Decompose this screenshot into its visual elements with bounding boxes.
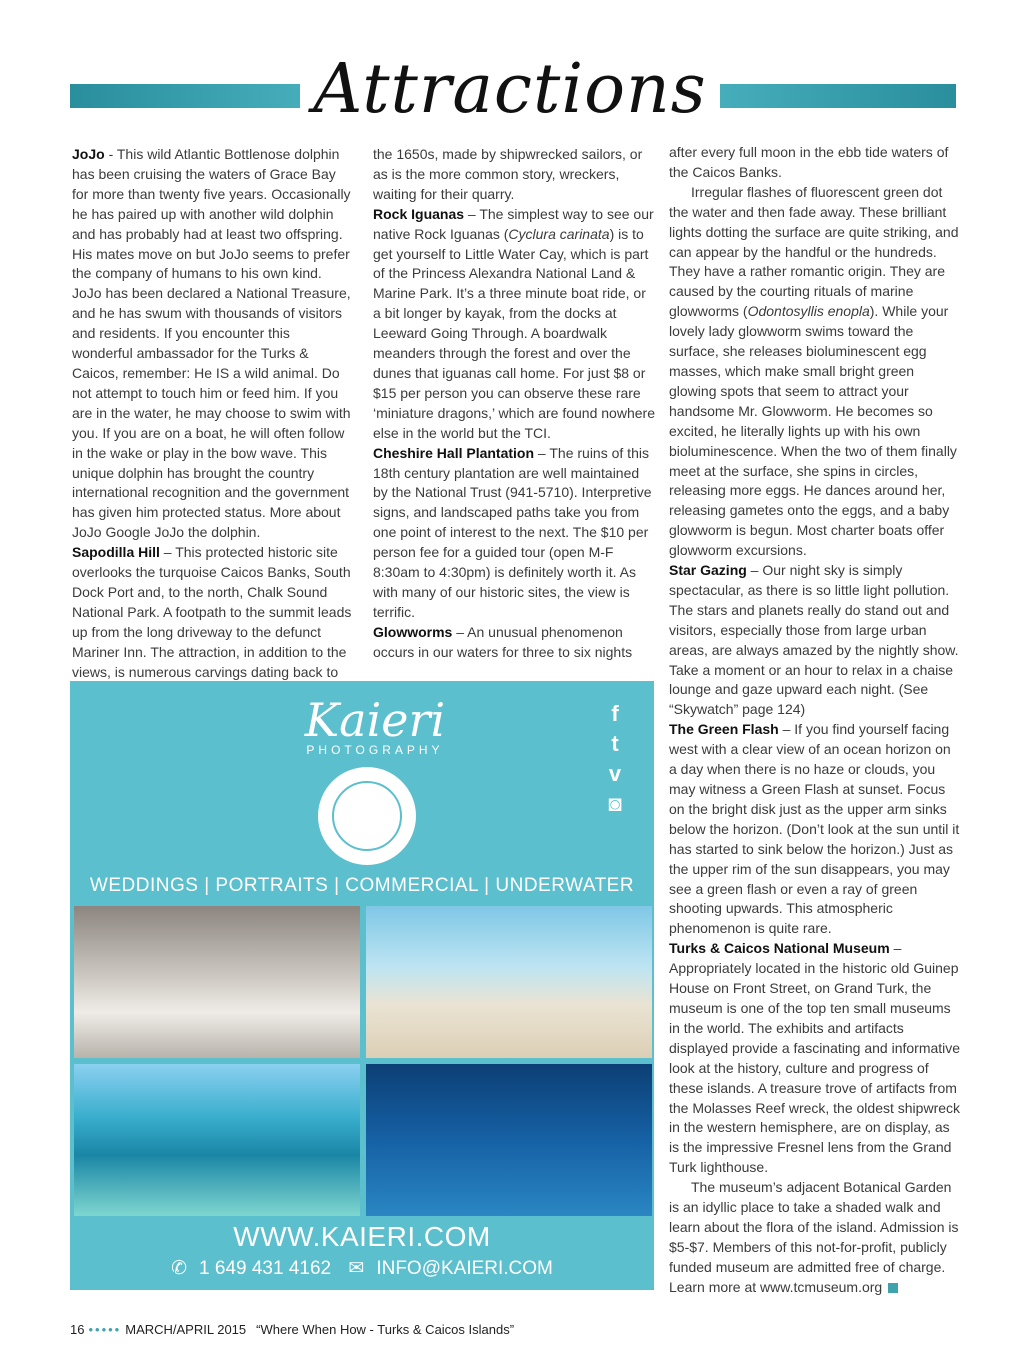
instagram-icon[interactable]: ◙	[608, 791, 622, 816]
paragraph-sapodilla	[72, 543, 354, 682]
text-iguanas-b: ) is to get yourself to Little Water Cay, which is part of the Princess Alexandra National Land & Marine Park. It’s a three minute boat ride, or a bit longer by kayak, from the docks at Leeward Going Through. A boardwalk meanders through the forest and over the dunes that iguanas call home. For just $8 or $15 per person you can observe these rare ‘miniature dragons,’ which are found nowhere else in the world but the TCI.	[373, 225, 655, 441]
photo-humpback-whale	[366, 1064, 652, 1216]
paragraph-green-flash	[669, 720, 961, 939]
photo-bride-underwater	[74, 906, 360, 1058]
heading-glowworms: Glowworms	[373, 623, 453, 640]
paragraph-iguanas	[373, 205, 655, 444]
vimeo-icon[interactable]: v	[608, 761, 622, 786]
text-glow-a: Irregular flashes of fluorescent green dot the water and then fade away. These brilliant lights dotting the surface are quite striking, and can appear by the handful or the hundreds. They have a rather romantic origin. They are caused by the courting rituals of marine glowworms (	[669, 183, 959, 320]
page-footer	[70, 1322, 514, 1337]
heading-museum: Turks & Caicos National Museum	[669, 940, 890, 957]
envelope-icon: ✉	[348, 1258, 365, 1279]
end-mark-icon	[888, 1283, 898, 1293]
column-2	[373, 145, 655, 663]
kaieri-advertisement[interactable]	[70, 681, 654, 1290]
text-star-gazing: – Our night sky is simply spectacular, as there is so little light pollution. The stars and planets really do stand out and visitors, especially those from large urban areas, are always amazed by the nightly show. Take a moment or an hour to relax in a chaise lounge and gaze upward each night. (See “Skywatch” page 124)	[669, 562, 959, 718]
ad-contact	[70, 1257, 654, 1280]
paragraph-glowworms-2	[669, 183, 961, 561]
emblem-ring	[332, 781, 402, 851]
phone-icon: ✆	[171, 1258, 188, 1279]
page-title: Attractions	[300, 40, 720, 140]
paragraph-jojo	[72, 145, 354, 543]
heading-star-gazing: Star Gazing	[669, 562, 747, 579]
paragraph-sapodilla-cont: the 1650s, made by shipwrecked sailors, or as is the more common story, wreckers, waiting for their quarry.	[373, 146, 643, 202]
text-sapodilla: – This protected historic site overlooks the turquoise Caicos Banks, South Dock Port and, to the north, Chalk Sound National Park. A footpath to the summit leads up from the long driveway to the defunct Mariner Inn. The attraction, in addition to the views, is numerous carvings dating back to	[72, 544, 352, 680]
ad-brand: Kaieri	[304, 693, 446, 747]
column-3	[669, 143, 961, 1298]
ad-brand-sub: PHOTOGRAPHY	[306, 743, 444, 757]
photo-family-beach	[366, 906, 652, 1058]
paragraph-museum-2	[669, 1178, 961, 1297]
photo-snorkeler-reef	[74, 1064, 360, 1216]
heading-cheshire: Cheshire Hall Plantation	[373, 444, 535, 461]
paragraph-star-gazing	[669, 561, 961, 720]
ad-website-link[interactable]: WWW.KAIERI.COM	[233, 1221, 491, 1252]
heading-jojo: JoJo	[72, 146, 105, 162]
species-glowworm: Odontosyllis enopla	[747, 303, 870, 320]
text-glowworms: – An unusual phenomenon occurs in our waters for three to six nights	[373, 623, 633, 660]
social-icons	[600, 699, 630, 819]
ad-services: WEDDINGS | PORTRAITS | COMMERCIAL | UNDERWATER	[89, 875, 635, 896]
footer-issue: MARCH/APRIL 2015	[125, 1322, 247, 1337]
ad-phone[interactable]: 1 649 431 4162	[199, 1258, 332, 1279]
heading-green-flash: The Green Flash	[669, 721, 779, 738]
species-iguana: Cyclura carinata	[508, 225, 610, 242]
paragraph-cheshire	[373, 444, 655, 623]
ad-email[interactable]: INFO@KAIERI.COM	[376, 1258, 553, 1279]
paragraph-museum	[669, 939, 961, 1178]
text-museum: – Appropriately located in the historic old Guinep House on Front Street, on Grand Turk, the museum is one of the top ten small museums in the world. The exhibits and artifacts displayed provide a fascinating and informative look at the history, culture and progress of these islands. A treasure trove of artifacts from the Molasses Reef wreck, the oldest shipwreck in the western hemisphere, are on display, as is the impressive Fresnel lens from the Grand Turk lighthouse.	[669, 940, 961, 1176]
shell-emblem-icon	[318, 767, 416, 865]
text-green-flash: – If you find yourself facing west with a clear view of an ocean horizon on a day when there is no haze or clouds, you may witness a Green Flash at sunset. Focus on the bright disk just as the upper arm sinks below the horizon. (Don’t look at the sun until it has started to sink below the horizon.) Just as the upper rim of the sun disappears, you may see a green flash or even a ray of green shooting upwards. This atmospheric phenomenon is quite rare.	[669, 721, 960, 937]
twitter-icon[interactable]: t	[611, 731, 619, 756]
text-museum-2: The museum’s adjacent Botanical Garden is an idyllic place to take a shaded walk and learn about the flora of the island. Admission is $5-$7. Members of this not-for-profit, publicly funded museum are admitted free of charge. Learn more at www.tcmuseum.org	[669, 1179, 959, 1295]
text-iguanas-a: – The simplest way to see our native Rock Iguanas (	[373, 205, 654, 242]
facebook-icon[interactable]: f	[611, 701, 619, 726]
page-number: 16	[70, 1322, 85, 1337]
text-cheshire: – The ruins of this 18th century plantation are well maintained by the National Trust (941-5710). Interpretive signs, and landscaped paths take you from one point of interest to the next. The $10 per person fee for a guided tour (open M-F 8:30am to 4:30pm) is definitely worth it. As with many of our historic sites, the view is terrific.	[373, 444, 652, 620]
heading-sapodilla: Sapodilla Hill	[72, 544, 160, 561]
paragraph-glowworms-cont: after every full moon in the ebb tide waters of the Caicos Banks.	[669, 144, 949, 180]
footer-dots: •••••	[88, 1322, 122, 1337]
ad-logo	[300, 693, 450, 757]
paragraph-glowworms	[373, 623, 655, 663]
heading-iguanas: Rock Iguanas	[373, 205, 465, 222]
text-glow-b: ). While your lovely lady glowworm swims toward the surface, she releases bioluminescent egg masses, which make small bright green glowing spots that seem to attract your handsome Mr. Glowworm. He becomes so excited, he literally lights up with his own bioluminescence. When the two of them finally meet at the surface, she spins in circles, releasing more eggs. He dances around her, releasing gametes onto the eggs, and a baby glowworm is begun. Most charter boats offer glowworm excursions.	[669, 303, 957, 559]
column-1	[72, 145, 354, 682]
text-jojo: - This wild Atlantic Bottlenose dolphin has been cruising the waters of Grace Bay for more than twenty five years. Occasionally he has paired up with another wild dolphin and has probably had at least two offspring. His mates move on but JoJo seems to prefer the company of humans to his own kind. JoJo has been declared a National Treasure, and he has swum with thousands of visitors and residents. If you encounter this wonderful ambassador for the Turks & Caicos, remember: He IS a wild animal. Do not attempt to touch him or feed him. If you are in the water, he may choose to swim with you. If you are on a boat, he will often follow in the wake or play in the bow wave. This unique dolphin has brought the country international recognition and the government has given him protected status. More about JoJo Google JoJo the dolphin.	[72, 146, 351, 541]
footer-publication: “Where When How - Turks & Caicos Islands”	[256, 1322, 515, 1337]
